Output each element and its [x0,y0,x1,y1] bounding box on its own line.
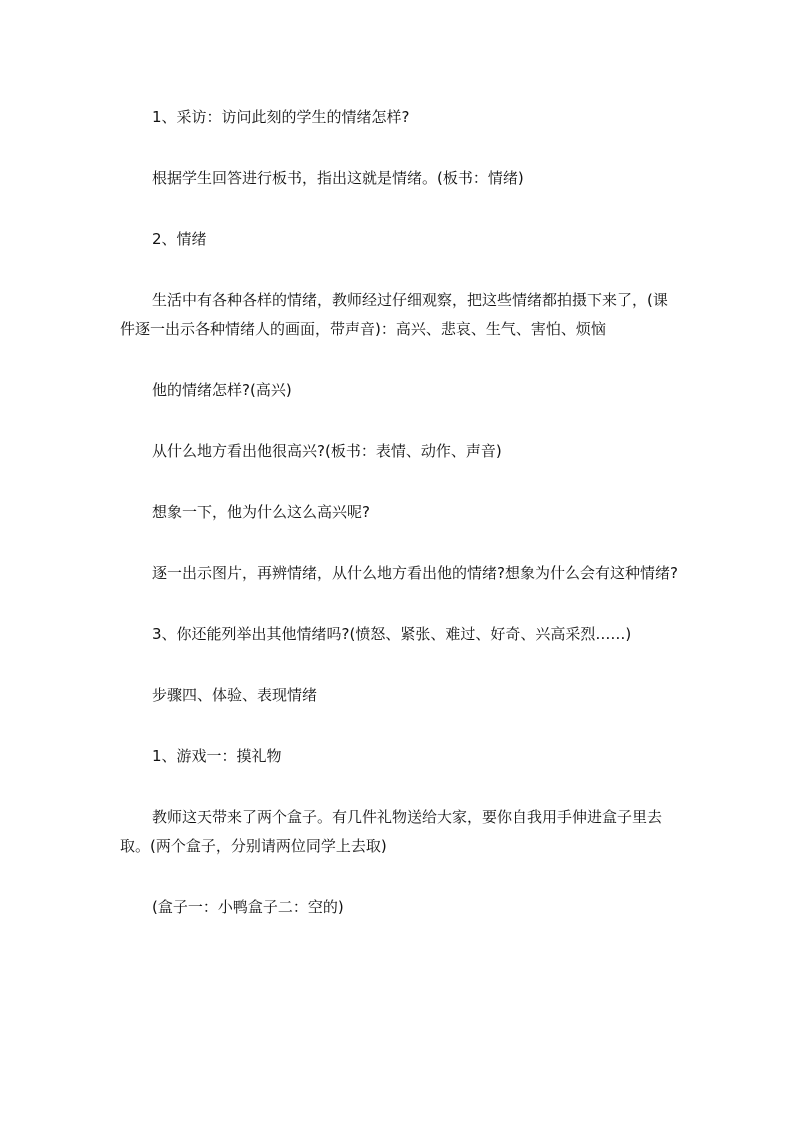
paragraph-show-pictures: 逐一出示图片，再辨情绪，从什么地方看出他的情绪?想象为什么会有这种情绪? [152,564,678,582]
paragraph-two-boxes: 教师这天带来了两个盒子。有几件礼物送给大家，要你自我用手伸进盒子里去取。(两个盒子，分别请两位同学上去取) [120,808,663,855]
paragraph-game-one: 1、游戏一：摸礼物 [152,747,282,765]
document-body [120,103,678,922]
paragraph-interview: 1、采访：访问此刻的学生的情绪怎样? [152,108,410,126]
paragraph-box-contents: (盒子一：小鸭盒子二：空的) [152,898,344,916]
paragraph-blackboard-emotion: 根据学生回答进行板书，指出这就是情绪。(板书：情绪) [152,169,524,187]
paragraph-list-other-emotions: 3、你还能列举出其他情绪吗?(愤怒、紧张、难过、好奇、兴高采烈……) [152,625,632,643]
paragraph-how-is-he: 他的情绪怎样?(高兴) [152,381,292,399]
paragraph-various-emotions: 生活中有各种各样的情绪，教师经过仔细观察，把这些情绪都拍摄下来了，(课件逐一出示各种情绪人的画面，带声音)：高兴、悲哀、生气、害怕、烦恼 [120,291,668,338]
paragraph-step-four: 步骤四、体验、表现情绪 [152,686,318,704]
paragraph-imagine-why: 想象一下，他为什么这么高兴呢? [152,503,370,521]
paragraph-where-see-happy: 从什么地方看出他很高兴?(板书：表情、动作、声音) [152,442,502,460]
paragraph-section-emotion: 2、情绪 [152,230,207,248]
